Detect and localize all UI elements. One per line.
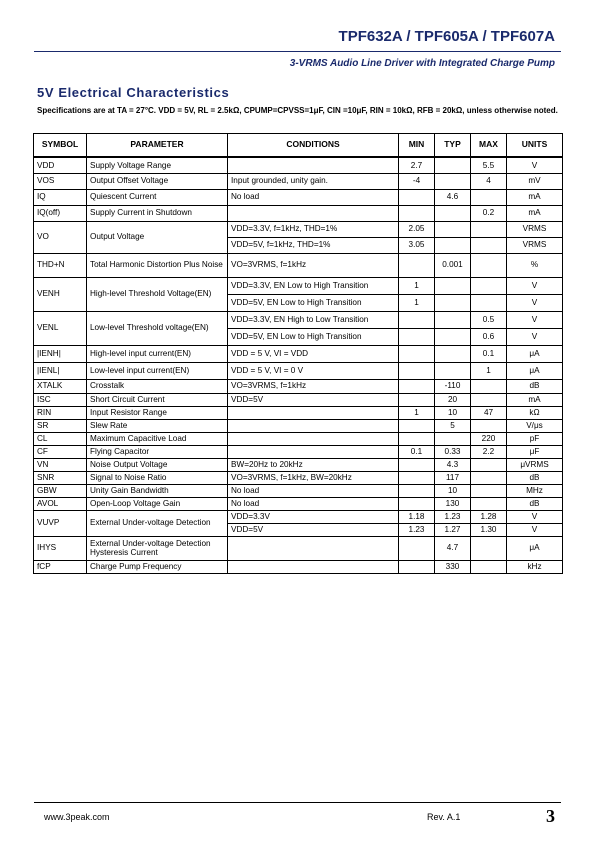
max-cell: 220 — [471, 432, 507, 445]
max-cell: 4 — [471, 173, 507, 189]
units-cell: kHz — [507, 560, 563, 573]
conditions-cell: VDD=3.3V, EN High to Low Transition — [228, 311, 399, 328]
max-cell — [471, 379, 507, 393]
max-cell — [471, 189, 507, 205]
parameter-cell: Crosstalk — [87, 379, 228, 393]
typ-cell — [435, 173, 471, 189]
conditions-cell: VDD=5V, EN Low to High Transition — [228, 294, 399, 311]
units-cell: V — [507, 277, 563, 294]
max-cell — [471, 277, 507, 294]
max-cell: 1 — [471, 362, 507, 379]
min-cell: 2.7 — [399, 157, 435, 173]
min-cell: 1.18 — [399, 510, 435, 523]
typ-cell: 130 — [435, 497, 471, 510]
units-cell: μA — [507, 536, 563, 560]
conditions-cell: No load — [228, 484, 399, 497]
min-cell — [399, 497, 435, 510]
parameter-cell: Maximum Capacitive Load — [87, 432, 228, 445]
min-cell — [399, 253, 435, 277]
symbol-cell: VN — [34, 458, 87, 471]
footer-url: www.3peak.com — [44, 812, 110, 822]
conditions-cell: No load — [228, 189, 399, 205]
table-row — [34, 173, 563, 189]
typ-cell — [435, 345, 471, 362]
min-cell — [399, 311, 435, 328]
table-row — [34, 157, 563, 173]
symbol-cell: |IENL| — [34, 362, 87, 379]
typ-cell — [435, 362, 471, 379]
conditions-cell: No load — [228, 497, 399, 510]
max-cell — [471, 484, 507, 497]
conditions-cell — [228, 536, 399, 560]
min-cell — [399, 458, 435, 471]
units-cell: % — [507, 253, 563, 277]
symbol-cell: IQ(off) — [34, 205, 87, 221]
units-cell: dB — [507, 379, 563, 393]
max-cell — [471, 294, 507, 311]
table-row — [34, 560, 563, 573]
table-row — [34, 362, 563, 379]
footer-divider — [34, 802, 561, 803]
footer-revision: Rev. A.1 — [427, 812, 461, 822]
section-title: 5V Electrical Characteristics — [37, 85, 230, 100]
typ-cell: 4.3 — [435, 458, 471, 471]
typ-cell: 1.23 — [435, 510, 471, 523]
min-cell — [399, 362, 435, 379]
max-cell — [471, 253, 507, 277]
parameter-cell: Output Offset Voltage — [87, 173, 228, 189]
units-cell: mA — [507, 189, 563, 205]
typ-cell — [435, 157, 471, 173]
parameter-cell: Supply Current in Shutdown — [87, 205, 228, 221]
symbol-cell: VENL — [34, 311, 87, 345]
max-cell: 2.2 — [471, 445, 507, 458]
table-row — [34, 497, 563, 510]
typ-cell: 5 — [435, 419, 471, 432]
conditions-cell: VDD = 5 V, VI = 0 V — [228, 362, 399, 379]
electrical-characteristics-table — [33, 133, 563, 574]
parameter-cell: Input Resistor Range — [87, 406, 228, 419]
conditions-cell: VO=3VRMS, f=1kHz, BW=20kHz — [228, 471, 399, 484]
symbol-cell: ISC — [34, 393, 87, 406]
min-cell — [399, 471, 435, 484]
conditions-cell: VDD=3.3V — [228, 510, 399, 523]
min-cell: 1 — [399, 406, 435, 419]
max-cell: 0.5 — [471, 311, 507, 328]
units-cell: mV — [507, 173, 563, 189]
min-cell — [399, 328, 435, 345]
max-cell — [471, 221, 507, 237]
units-cell: dB — [507, 497, 563, 510]
symbol-cell: fCP — [34, 560, 87, 573]
symbol-cell: THD+N — [34, 253, 87, 277]
max-cell: 0.1 — [471, 345, 507, 362]
units-cell: μVRMS — [507, 458, 563, 471]
conditions-cell: VDD=5V — [228, 523, 399, 536]
units-cell: mA — [507, 205, 563, 221]
min-cell: 1 — [399, 294, 435, 311]
min-cell: 1 — [399, 277, 435, 294]
conditions-cell — [228, 419, 399, 432]
table-row — [34, 311, 563, 328]
conditions-cell — [228, 560, 399, 573]
table-row — [34, 345, 563, 362]
parameter-cell: Noise Output Voltage — [87, 458, 228, 471]
max-cell: 0.6 — [471, 328, 507, 345]
conditions-cell: VDD = 5 V, VI = VDD — [228, 345, 399, 362]
symbol-cell: AVOL — [34, 497, 87, 510]
column-header: MAX — [471, 134, 507, 158]
max-cell: 5.5 — [471, 157, 507, 173]
document-title: TPF632A / TPF605A / TPF607A — [338, 28, 555, 45]
symbol-cell: VUVP — [34, 510, 87, 536]
typ-cell: 4.6 — [435, 189, 471, 205]
table-row — [34, 484, 563, 497]
table-row — [34, 536, 563, 560]
document-subtitle: 3-VRMS Audio Line Driver with Integrated Charge Pump — [289, 58, 555, 69]
page-number: 3 — [546, 806, 555, 826]
typ-cell — [435, 205, 471, 221]
max-cell — [471, 458, 507, 471]
table-row — [34, 253, 563, 277]
parameter-cell: Signal to Noise Ratio — [87, 471, 228, 484]
symbol-cell: IQ — [34, 189, 87, 205]
parameter-cell: High-level Threshold Voltage(EN) — [87, 277, 228, 311]
conditions-cell — [228, 432, 399, 445]
max-cell: 1.30 — [471, 523, 507, 536]
max-cell — [471, 471, 507, 484]
typ-cell: 10 — [435, 406, 471, 419]
header-divider — [34, 51, 561, 52]
units-cell: MHz — [507, 484, 563, 497]
max-cell: 47 — [471, 406, 507, 419]
parameter-cell: Flying Capacitor — [87, 445, 228, 458]
table-row — [34, 406, 563, 419]
min-cell: 3.05 — [399, 237, 435, 253]
symbol-cell: CF — [34, 445, 87, 458]
typ-cell: 10 — [435, 484, 471, 497]
max-cell: 0.2 — [471, 205, 507, 221]
typ-cell — [435, 221, 471, 237]
table-row — [34, 277, 563, 294]
conditions-cell: VDD=3.3V, f=1kHz, THD=1% — [228, 221, 399, 237]
units-cell: V — [507, 311, 563, 328]
parameter-cell: Low-level input current(EN) — [87, 362, 228, 379]
units-cell: V — [507, 328, 563, 345]
conditions-cell — [228, 205, 399, 221]
units-cell: pF — [507, 432, 563, 445]
column-header: TYP — [435, 134, 471, 158]
min-cell — [399, 536, 435, 560]
parameter-cell: Short Circuit Current — [87, 393, 228, 406]
symbol-cell: XTALK — [34, 379, 87, 393]
symbol-cell: VO — [34, 221, 87, 253]
column-header: UNITS — [507, 134, 563, 158]
table-row — [34, 379, 563, 393]
typ-cell — [435, 311, 471, 328]
column-header: SYMBOL — [34, 134, 87, 158]
units-cell: mA — [507, 393, 563, 406]
units-cell: μA — [507, 345, 563, 362]
parameter-cell: External Under-voltage Detection — [87, 510, 228, 536]
symbol-cell: SNR — [34, 471, 87, 484]
table-header-row — [34, 134, 563, 158]
units-cell: dB — [507, 471, 563, 484]
table-row — [34, 393, 563, 406]
conditions-cell — [228, 406, 399, 419]
table-row — [34, 510, 563, 523]
table-row — [34, 419, 563, 432]
max-cell — [471, 419, 507, 432]
conditions-cell: BW=20Hz to 20kHz — [228, 458, 399, 471]
max-cell — [471, 393, 507, 406]
units-cell: VRMS — [507, 221, 563, 237]
conditions-cell: VO=3VRMS, f=1kHz — [228, 379, 399, 393]
conditions-cell: VDD=5V, EN Low to High Transition — [228, 328, 399, 345]
min-cell: 2.05 — [399, 221, 435, 237]
parameter-cell: External Under-voltage Detection Hysteresis Current — [87, 536, 228, 560]
typ-cell: 0.001 — [435, 253, 471, 277]
units-cell: μA — [507, 362, 563, 379]
typ-cell: 0.33 — [435, 445, 471, 458]
symbol-cell: IHYS — [34, 536, 87, 560]
parameter-cell: Total Harmonic Distortion Plus Noise — [87, 253, 228, 277]
parameter-cell: Output Voltage — [87, 221, 228, 253]
symbol-cell: VOS — [34, 173, 87, 189]
max-cell — [471, 536, 507, 560]
min-cell — [399, 560, 435, 573]
units-cell: V — [507, 523, 563, 536]
symbol-cell: RIN — [34, 406, 87, 419]
conditions-cell: Input grounded, unity gain. — [228, 173, 399, 189]
symbol-cell: GBW — [34, 484, 87, 497]
table-row — [34, 471, 563, 484]
typ-cell: 330 — [435, 560, 471, 573]
typ-cell — [435, 277, 471, 294]
min-cell: 1.23 — [399, 523, 435, 536]
typ-cell: -110 — [435, 379, 471, 393]
min-cell — [399, 345, 435, 362]
spec-conditions-note: Specifications are at TA = 27°C. VDD = 5V, RL = 2.5kΩ, CPUMP=CPVSS=1μF, CIN =10μF, RIN = 10kΩ, RFB = 20kΩ, unless otherwise noted. — [37, 106, 558, 115]
conditions-cell — [228, 157, 399, 173]
units-cell: μF — [507, 445, 563, 458]
column-header: PARAMETER — [87, 134, 228, 158]
typ-cell — [435, 432, 471, 445]
table-row — [34, 205, 563, 221]
table-row — [34, 432, 563, 445]
units-cell: VRMS — [507, 237, 563, 253]
units-cell: V/μs — [507, 419, 563, 432]
typ-cell: 1.27 — [435, 523, 471, 536]
conditions-cell: VDD=3.3V, EN Low to High Transition — [228, 277, 399, 294]
symbol-cell: |IENH| — [34, 345, 87, 362]
min-cell: -4 — [399, 173, 435, 189]
max-cell — [471, 497, 507, 510]
parameter-cell: Low-level Threshold voltage(EN) — [87, 311, 228, 345]
parameter-cell: Open-Loop Voltage Gain — [87, 497, 228, 510]
parameter-cell: Charge Pump Frequency — [87, 560, 228, 573]
typ-cell: 4.7 — [435, 536, 471, 560]
parameter-cell: Quiescent Current — [87, 189, 228, 205]
units-cell: V — [507, 157, 563, 173]
conditions-cell — [228, 445, 399, 458]
typ-cell — [435, 328, 471, 345]
units-cell: V — [507, 510, 563, 523]
min-cell — [399, 432, 435, 445]
max-cell — [471, 560, 507, 573]
symbol-cell: VDD — [34, 157, 87, 173]
typ-cell: 117 — [435, 471, 471, 484]
symbol-cell: VENH — [34, 277, 87, 311]
column-header: MIN — [399, 134, 435, 158]
min-cell: 0.1 — [399, 445, 435, 458]
typ-cell — [435, 237, 471, 253]
table-row — [34, 221, 563, 237]
symbol-cell: CL — [34, 432, 87, 445]
symbol-cell: SR — [34, 419, 87, 432]
min-cell — [399, 393, 435, 406]
typ-cell: 20 — [435, 393, 471, 406]
units-cell: V — [507, 294, 563, 311]
column-header: CONDITIONS — [228, 134, 399, 158]
max-cell: 1.28 — [471, 510, 507, 523]
units-cell: kΩ — [507, 406, 563, 419]
min-cell — [399, 484, 435, 497]
min-cell — [399, 189, 435, 205]
parameter-cell: High-level input current(EN) — [87, 345, 228, 362]
conditions-cell: VO=3VRMS, f=1kHz — [228, 253, 399, 277]
typ-cell — [435, 294, 471, 311]
min-cell — [399, 205, 435, 221]
parameter-cell: Supply Voltage Range — [87, 157, 228, 173]
conditions-cell: VDD=5V — [228, 393, 399, 406]
parameter-cell: Slew Rate — [87, 419, 228, 432]
table-row — [34, 458, 563, 471]
conditions-cell: VDD=5V, f=1kHz, THD=1% — [228, 237, 399, 253]
max-cell — [471, 237, 507, 253]
min-cell — [399, 419, 435, 432]
min-cell — [399, 379, 435, 393]
table-row — [34, 445, 563, 458]
table-row — [34, 189, 563, 205]
parameter-cell: Unity Gain Bandwidth — [87, 484, 228, 497]
